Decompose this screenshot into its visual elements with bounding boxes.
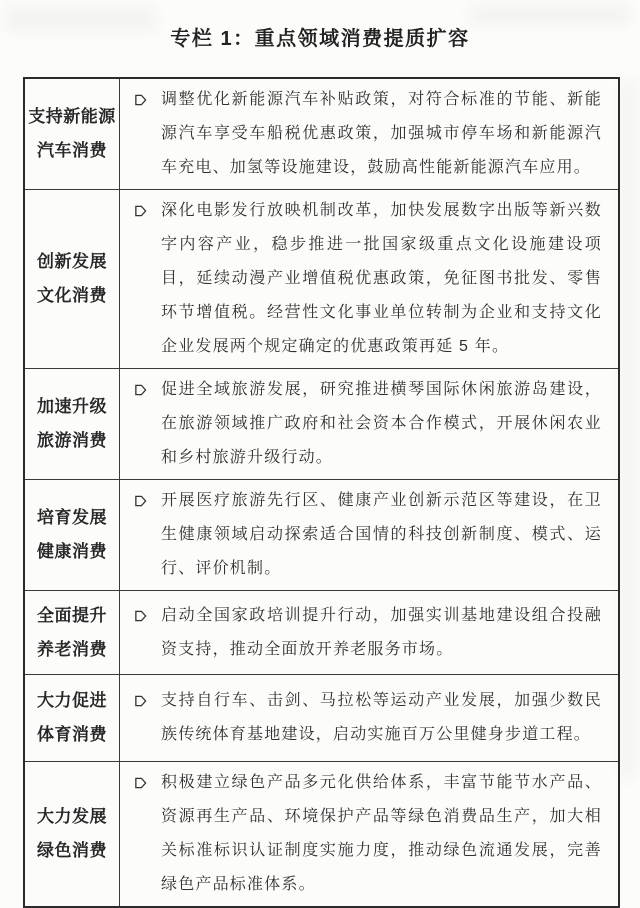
- right-arrow-bullet-icon: [134, 599, 161, 633]
- row-content-cell: [120, 369, 618, 479]
- table-row: [25, 479, 618, 590]
- row-label-line: 全面提升: [37, 605, 107, 625]
- page-title: 专栏 1：重点领域消费提质扩容: [170, 28, 470, 50]
- row-content-text: 启动全国家政培训提升行动，加强实训基地建设组合投融资支持，推动全面放开养老服务市场。: [161, 606, 602, 658]
- row-label-line: 健康消费: [37, 542, 107, 561]
- row-label-line: 养老消费: [37, 639, 107, 659]
- right-arrow-bullet-icon: [134, 684, 161, 718]
- row-label-line: 支持新能源: [28, 107, 116, 126]
- row-label-line: 创新发展: [37, 252, 107, 271]
- row-label-line: 加速升级: [37, 397, 107, 416]
- row-label-line: 文化消费: [37, 286, 107, 305]
- row-label-line: 培育发展: [37, 508, 107, 527]
- row-content-cell: [120, 190, 618, 368]
- row-label: [25, 190, 120, 368]
- row-content-text: 支持自行车、击剑、马拉松等运动产业发展，加强少数民族传统体育基地建设，启动实施百万公里健身步道工程。: [161, 692, 602, 743]
- row-content-text: 深化电影发行放映机制改革，加快发展数字出版等新兴数字内容产业，稳步推进一批国家级重点文化设施建设项目，延续动漫产业增值税优惠政策，免征图书批发、零售环节增值税。经营性文化事业单位转制为企业和支持文化企业发展两个规定确定的优惠政策再延 5 年。: [161, 202, 602, 355]
- table-row: [25, 674, 618, 761]
- row-label: [25, 762, 120, 906]
- row-label: [25, 480, 120, 590]
- row-content-text: 积极建立绿色产品多元化供给体系，丰富节能节水产品、资源再生产品、环境保护产品等绿色消费品生产，加大相关标准标识认证制度实施力度，推动绿色流通发展，完善绿色产品标准体系。: [161, 774, 602, 893]
- row-label-line: 绿色消费: [37, 841, 107, 860]
- table-row: [25, 590, 618, 674]
- right-arrow-bullet-icon: [134, 83, 161, 117]
- row-content-cell: [120, 762, 618, 906]
- row-content-cell: [120, 675, 618, 761]
- table-row: [25, 761, 618, 906]
- right-arrow-bullet-icon: [134, 484, 161, 518]
- table-row: [25, 189, 618, 368]
- row-content-cell: [120, 591, 618, 674]
- row-label: [25, 79, 120, 189]
- row-content-text: 促进全域旅游发展，研究推进横琴国际休闲旅游岛建设，在旅游领域推广政府和社会资本合作模式，开展休闲农业和乡村旅游升级行动。: [161, 381, 602, 466]
- right-arrow-bullet-icon: [134, 373, 161, 407]
- row-content-cell: [120, 79, 618, 189]
- table-row: [25, 79, 618, 189]
- row-content-cell: [120, 480, 618, 590]
- row-label: [25, 675, 120, 761]
- row-label-line: 大力发展: [37, 807, 107, 826]
- right-arrow-bullet-icon: [134, 194, 161, 228]
- right-arrow-bullet-icon: [134, 766, 161, 800]
- policy-table: [23, 77, 620, 908]
- row-label-line: 大力促进: [37, 691, 107, 710]
- row-label-line: 体育消费: [37, 725, 107, 744]
- scan-artifact: [620, 80, 636, 780]
- row-label: [25, 591, 120, 674]
- row-label: [25, 369, 120, 479]
- row-content-text: 调整优化新能源汽车补贴政策，对符合标准的节能、新能源汽车享受车船税优惠政策，加强城市停车场和新能源汽车充电、加氢等设施建设，鼓励高性能新能源汽车应用。: [161, 91, 602, 176]
- row-label-line: 汽车消费: [37, 141, 107, 160]
- row-label-line: 旅游消费: [37, 431, 107, 450]
- table-row: [25, 368, 618, 479]
- row-content-text: 开展医疗旅游先行区、健康产业创新示范区等建设，在卫生健康领域启动探索适合国情的科技创新制度、模式、运行、评价机制。: [161, 492, 602, 577]
